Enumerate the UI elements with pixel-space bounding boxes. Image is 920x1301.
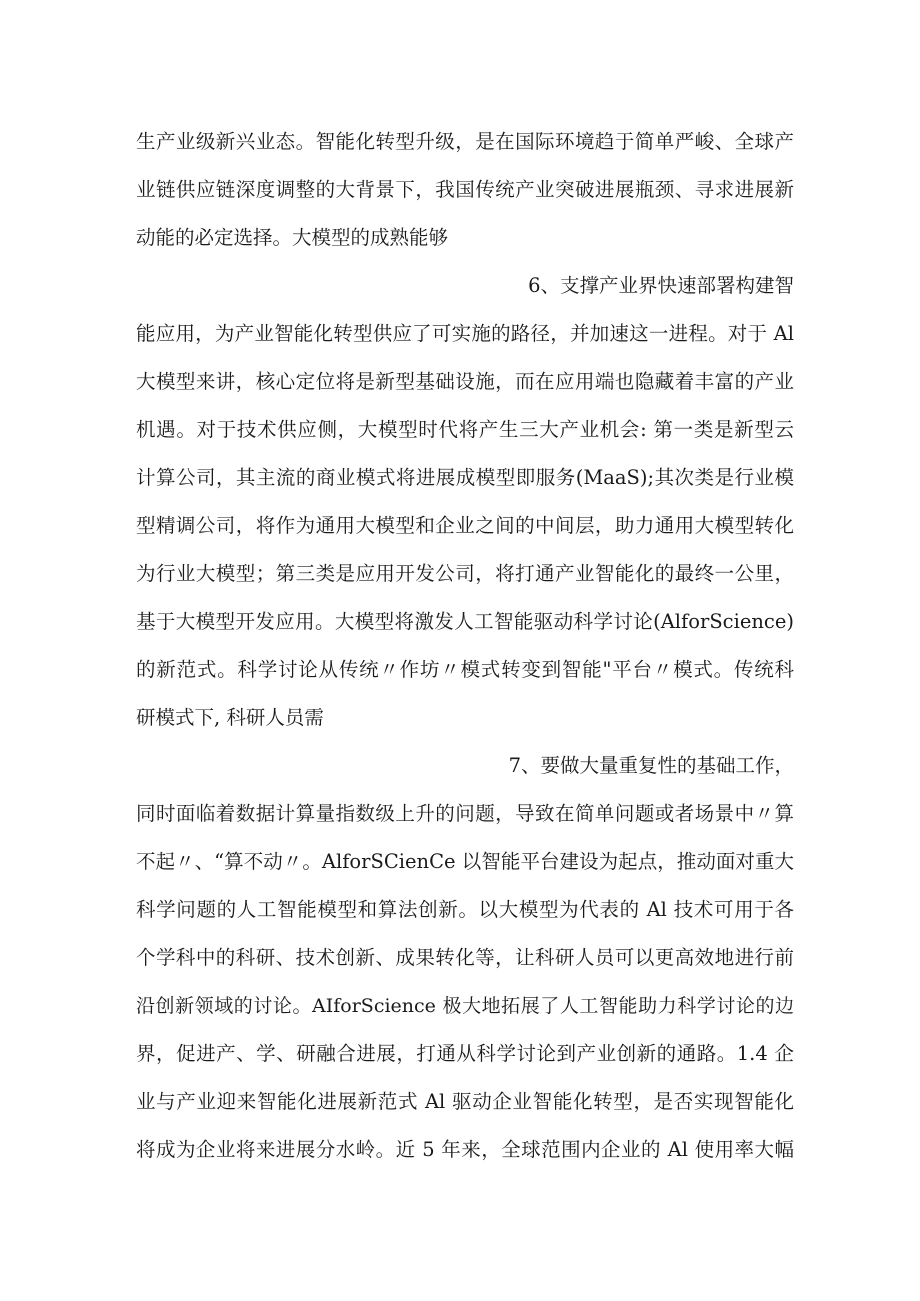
numbered-line: 6、支撑产业界快速部署构建智	[528, 274, 794, 297]
text-line: 的新范式。科学讨论从传统〃作坊〃模式转变到智能"平台〃模式。传统科	[136, 658, 794, 681]
text-line: 沿创新领域的讨论。AIforScience 极大地拓展了人工智能助力科学讨论的边	[136, 995, 794, 1017]
text-line: 界，促进产、学、研融合进展，打通从科学讨论到产业创新的通路。1.4 企	[136, 1042, 794, 1065]
text-line: 生产业级新兴业态。智能化转型升级，是在国际环境趋于简单严峻、全球产	[136, 130, 794, 153]
text-line: 为行业大模型；第三类是应用开发公司，将打通产业智能化的最终一公里，	[136, 562, 794, 585]
text-line: 型精调公司，将作为通用大模型和企业之间的中间层，助力通用大模型转化	[136, 514, 794, 537]
text-line: 不起〃、“算不动〃。AlforSCienCe 以智能平台建设为起点，推动面对重大	[136, 850, 794, 873]
text-line: 个学科中的科研、技术创新、成果转化等，让科研人员可以更高效地进行前	[136, 946, 794, 969]
text-line: 计算公司，其主流的商业模式将进展成模型即服务(MaaS);其次类是行业模	[136, 466, 794, 489]
text-line: 业与产业迎来智能化进展新范式 Al 驱动企业智能化转型，是否实现智能化	[136, 1090, 794, 1113]
text-line: 基于大模型开发应用。大模型将激发人工智能驱动科学讨论(AlforScience)	[136, 610, 794, 633]
text-line: 大模型来讲，核心定位将是新型基础设施，而在应用端也隐藏着丰富的产业	[136, 370, 794, 393]
text-line: 研模式下, 科研人员需	[136, 706, 324, 729]
text-line: 能应用，为产业智能化转型供应了可实施的路径，并加速这一进程。对于 Al	[136, 322, 794, 345]
text-line: 动能的必定选择。大模型的成熟能够	[136, 226, 449, 249]
text-line: 业链供应链深度调整的大背景下，我国传统产业突破进展瓶颈、寻求进展新	[136, 178, 794, 201]
text-line: 同时面临着数据计算量指数级上升的问题，导致在简单问题或者场景中〃算	[136, 802, 794, 825]
numbered-line: 7、要做大量重复性的基础工作，	[508, 754, 794, 777]
text-line: 科学问题的人工智能模型和算法创新。以大模型为代表的 Al 技术可用于各	[136, 898, 794, 921]
text-line: 机遇。对于技术供应侧，大模型时代将产生三大产业机会: 第一类是新型云	[136, 418, 794, 441]
text-line: 将成为企业将来进展分水岭。近 5 年来，全球范围内企业的 Al 使用率大幅	[136, 1138, 794, 1161]
body-text	[136, 118, 794, 1174]
